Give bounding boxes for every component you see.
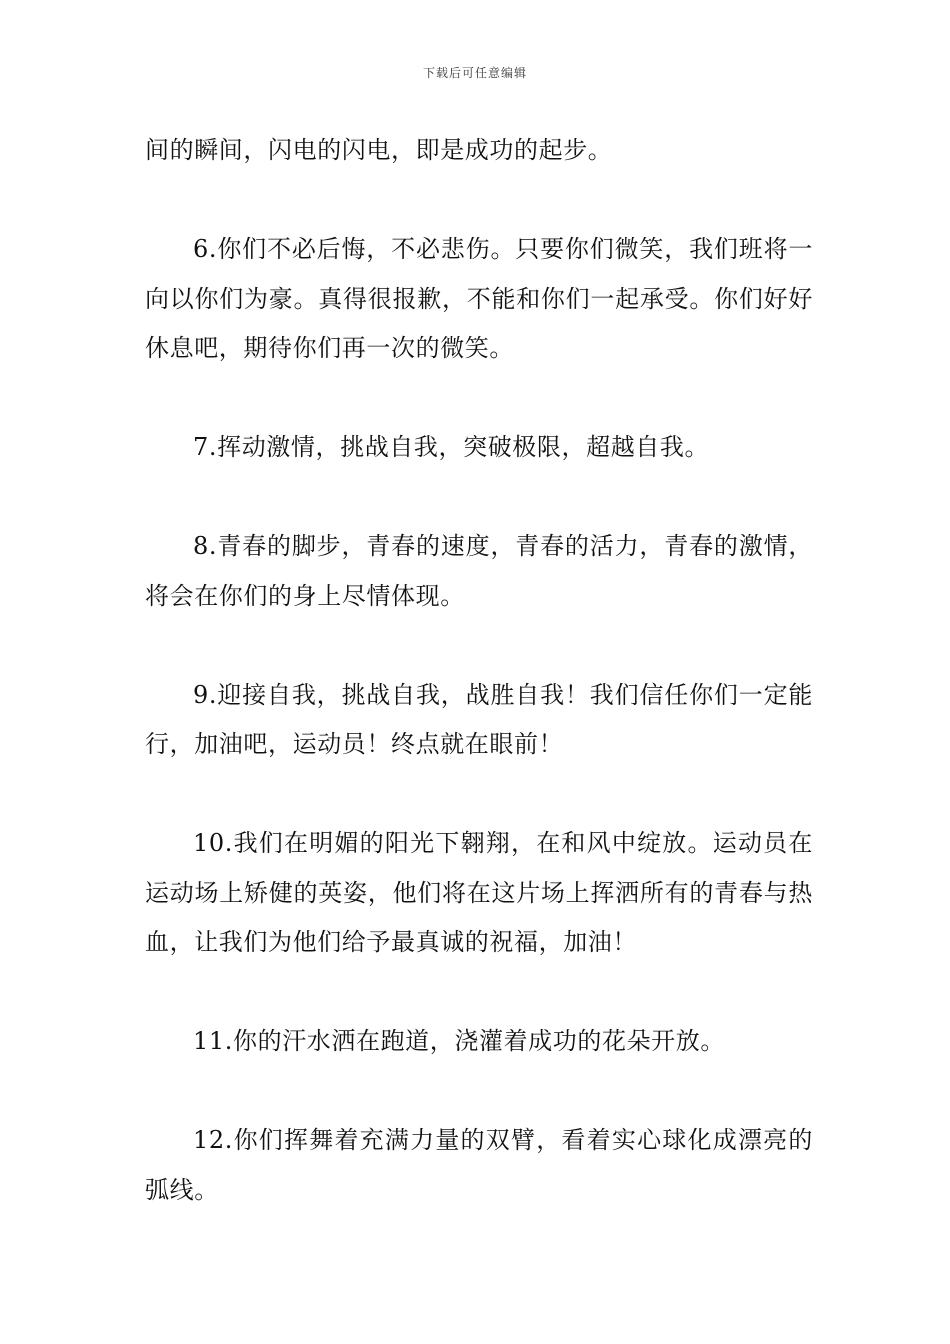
paragraph-item-8: 8.青春的脚步，青春的速度，青春的活力，青春的激情，将会在你们的身上尽情体现。 [145, 532, 813, 610]
page-header-note: 下载后可任意编辑 [422, 66, 527, 80]
paragraph-item-12: 12.你们挥舞着充满力量的双臂，看着实心球化成漂亮的弧线。 [145, 1126, 813, 1204]
paragraph-item-10: 10.我们在明媚的阳光下翱翔，在和风中绽放。运动员在运动场上矫健的英姿，他们将在这片场上挥洒所有的青春与热血，让我们为他们给予最真诚的祝福，加油！ [145, 829, 813, 956]
paragraph-item-6: 6.你们不必后悔，不必悲伤。只要你们微笑，我们班将一向以你们为豪。真得很报歉，不能和你们一起承受。你们好好休息吧，期待你们再一次的微笑。 [145, 235, 813, 362]
paragraph-item-11: 11.你的汗水洒在跑道，浇灌着成功的花朵开放。 [193, 1027, 725, 1055]
paragraph-item-9: 9.迎接自我，挑战自我，战胜自我！我们信任你们一定能行，加油吧，运动员！终点就在眼前！ [145, 680, 813, 758]
paragraph-continuation: 间的瞬间，闪电的闪电，即是成功的起步。 [145, 136, 613, 164]
paragraph-item-7: 7.挥动激情，挑战自我，突破极限，超越自我。 [193, 433, 710, 461]
document-body [145, 126, 813, 1265]
